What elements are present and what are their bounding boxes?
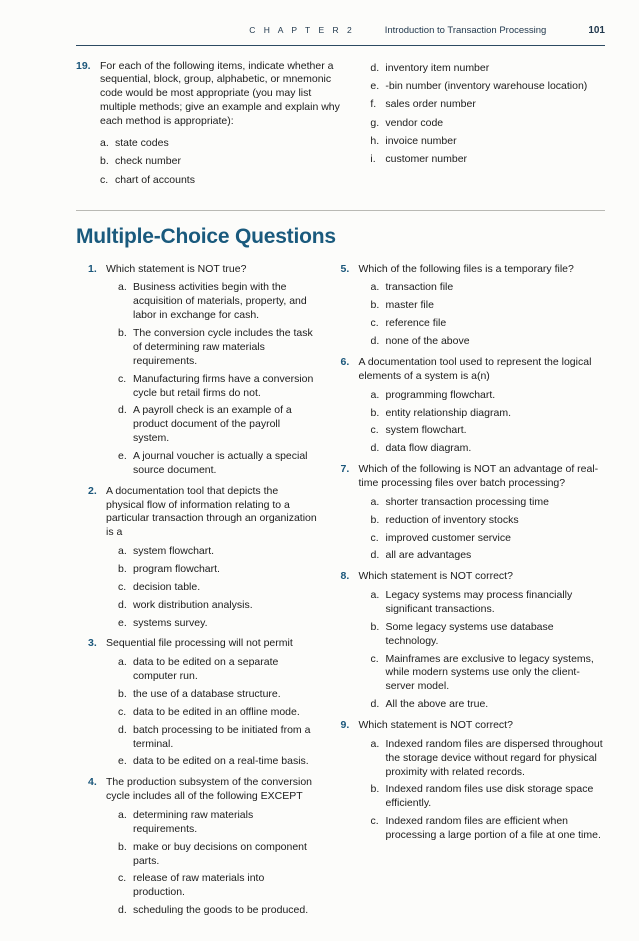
chapter-label: C H A P T E R 2 [249, 25, 355, 35]
question-text: A documentation tool used to represent the logical elements of a system is a(n) [358, 355, 592, 382]
option-letter: a. [118, 545, 127, 558]
option [371, 698, 604, 712]
option-text: entity relationship diagram. [385, 406, 511, 419]
option [371, 407, 604, 421]
option-letter: e. [118, 616, 127, 629]
option [371, 783, 604, 811]
question-7 [341, 463, 604, 563]
option-text: data to be edited on a real-time basis. [133, 755, 309, 768]
page-number: 101 [588, 25, 605, 36]
question-text: The production subsystem of the conversion cycle includes all of the following EXCEPT [106, 776, 313, 803]
option [371, 424, 604, 438]
option-text: improved customer service [385, 531, 511, 544]
option-letter: b. [118, 840, 127, 853]
option [118, 281, 319, 323]
question-2 [88, 485, 319, 631]
option-text: system flowchart. [133, 545, 215, 558]
option-text: systems survey. [133, 616, 208, 629]
option-list [118, 545, 319, 630]
option-list [370, 62, 605, 168]
option-list [371, 589, 604, 712]
option-text: vendor code [385, 116, 444, 129]
option-letter: d. [370, 698, 380, 711]
question-number: 4. [88, 776, 97, 789]
option-text: make or buy decisions on component parts. [133, 840, 307, 867]
question-19-left-column [76, 60, 356, 192]
option-text: system flowchart. [385, 424, 467, 437]
option [118, 563, 319, 577]
option [371, 514, 604, 528]
question-number: 1. [88, 262, 97, 275]
option [118, 724, 319, 752]
option-text: work distribution analysis. [133, 598, 253, 611]
option-letter: a. [370, 281, 380, 294]
option [371, 589, 604, 617]
option [371, 299, 604, 313]
option-letter: e. [118, 449, 127, 462]
option-letter: a. [118, 808, 127, 821]
option-text: transaction file [385, 281, 454, 294]
option-letter: c. [118, 372, 127, 385]
option [100, 174, 342, 188]
question-8 [341, 570, 604, 712]
option [118, 404, 319, 446]
option-text: data to be edited in an offline mode. [133, 705, 300, 718]
option-text: inventory item number [385, 61, 490, 74]
question-number: 9. [340, 718, 350, 731]
question-row [88, 485, 319, 540]
mc-left-column [76, 263, 341, 925]
option-letter: e. [370, 79, 380, 92]
option [118, 581, 319, 595]
option-letter: i. [370, 153, 376, 166]
question-number: 8. [340, 570, 350, 583]
section-divider [76, 210, 605, 211]
question-row [341, 719, 604, 733]
option-text: data flow diagram. [385, 442, 472, 455]
option [118, 688, 319, 702]
option-letter: b. [118, 327, 127, 340]
option-letter: a. [370, 737, 380, 750]
option-text: -bin number (inventory warehouse location) [385, 79, 588, 92]
question-number: 3. [88, 637, 97, 650]
option-letter: a. [370, 589, 380, 602]
option [370, 135, 605, 149]
option-letter: c. [100, 173, 109, 186]
option-text: reference file [385, 317, 447, 330]
option [118, 706, 319, 720]
option-letter: d. [370, 549, 380, 562]
option-letter: a. [118, 656, 127, 669]
question-row [341, 356, 604, 384]
option-letter: b. [118, 687, 127, 700]
option-letter: c. [118, 872, 127, 885]
question-19-right-column [356, 60, 605, 192]
option-list [371, 281, 604, 348]
option-letter: a. [370, 388, 380, 401]
option [100, 155, 342, 169]
option [371, 335, 604, 349]
mc-right-column [341, 263, 606, 925]
option [370, 153, 605, 167]
question-text: Which statement is NOT correct? [358, 718, 513, 731]
option [118, 809, 319, 837]
question-number: 7. [340, 463, 350, 476]
option-letter: c. [370, 815, 379, 828]
question-text: For each of the following items, indicate whether a sequential, block, group, alphabetic, or mnemonic code would be most appropriate (you may list multiple methods; give an example and explain why each method is appropriate): [100, 59, 340, 127]
option-letter: d. [118, 598, 127, 611]
option [118, 872, 319, 900]
multiple-choice-columns [76, 263, 605, 925]
option [118, 904, 319, 918]
option [371, 815, 604, 843]
option-letter: d. [370, 442, 380, 455]
option [118, 656, 319, 684]
option-text: Indexed random files use disk storage space efficiently. [385, 783, 594, 810]
question-5 [341, 263, 604, 349]
option-text: release of raw materials into production. [133, 872, 265, 899]
option-text: customer number [385, 153, 468, 166]
option-list [371, 496, 604, 563]
option-letter: c. [118, 580, 127, 593]
question-text: Which of the following is NOT an advantage of real-time processing files over batch processing? [358, 463, 599, 489]
question-9 [341, 719, 604, 843]
option-letter: g. [370, 116, 380, 129]
option-text: data to be edited on a separate computer run. [133, 656, 279, 683]
option-text: The conversion cycle includes the task of determining raw materials requirements. [133, 327, 313, 367]
option-text: state codes [115, 136, 169, 149]
option-text: decision table. [133, 580, 201, 593]
option-letter: f. [370, 98, 377, 111]
option-letter: d. [370, 61, 380, 74]
question-6 [341, 356, 604, 456]
option-letter: d. [118, 904, 127, 917]
option [370, 62, 605, 76]
option-letter: c. [370, 531, 379, 544]
option [371, 621, 604, 649]
running-header [76, 24, 605, 46]
option-text: reduction of inventory stocks [385, 513, 519, 526]
option-list [371, 389, 604, 456]
option-text: none of the above [385, 335, 470, 348]
option [371, 442, 604, 456]
option-letter: d. [118, 404, 127, 417]
option-letter: c. [118, 705, 127, 718]
option-letter: e. [118, 755, 127, 768]
option-text: all are advantages [385, 549, 472, 562]
option [370, 98, 605, 112]
option [371, 532, 604, 546]
question-row [88, 263, 319, 277]
option-letter: h. [370, 134, 380, 147]
option-text: Some legacy systems use database technology. [385, 620, 554, 647]
option-letter: b. [370, 620, 380, 633]
option [118, 545, 319, 559]
question-3 [88, 637, 319, 769]
option [371, 317, 604, 331]
option-text: Legacy systems may process financially significant transactions. [385, 589, 573, 615]
question-row [341, 263, 604, 277]
option [371, 496, 604, 510]
option [118, 599, 319, 613]
option-letter: d. [118, 723, 127, 736]
question-4 [88, 776, 319, 918]
option-text: shorter transaction processing time [385, 495, 549, 508]
option-text: invoice number [385, 134, 457, 147]
option-text: determining raw materials requirements. [133, 808, 254, 835]
option-list [118, 656, 319, 769]
option [118, 841, 319, 869]
option-letter: b. [370, 299, 380, 312]
option-letter: c. [370, 317, 379, 330]
question-row [341, 463, 604, 491]
option-letter: a. [100, 136, 109, 149]
option-text: program flowchart. [133, 562, 220, 575]
option-list [100, 137, 342, 188]
option-text: batch processing to be initiated from a terminal. [133, 723, 311, 750]
option-letter: c. [370, 424, 379, 437]
option [370, 117, 605, 131]
question-text: Which statement is NOT true? [106, 262, 247, 275]
option-letter: b. [370, 783, 380, 796]
question-number: 6. [340, 355, 350, 368]
option-text: All the above are true. [385, 698, 489, 711]
option [100, 137, 342, 151]
option [371, 389, 604, 403]
option-text: master file [385, 299, 434, 312]
question-text: A documentation tool that depicts the physical flow of information relating to a particular transaction through an organization is a [106, 484, 317, 539]
option-text: Business activities begin with the acquisition of materials, property, and labor in exchange for cash. [133, 281, 307, 322]
question-row [341, 570, 604, 584]
option [371, 549, 604, 563]
option [118, 450, 319, 478]
section-heading: Multiple-Choice Questions [76, 224, 336, 248]
option-letter: a. [370, 495, 380, 508]
option-letter: b. [370, 406, 380, 419]
question-text: Sequential file processing will not permit [106, 637, 293, 650]
question-row [76, 60, 342, 129]
option [118, 755, 319, 769]
question-row [88, 637, 319, 651]
option [371, 653, 604, 695]
option [371, 738, 604, 780]
option-text: Mainframes are exclusive to legacy systems, while modern systems use only the client-server model. [385, 652, 594, 693]
option [118, 373, 319, 401]
option [371, 281, 604, 295]
option-text: A payroll check is an example of a product document of the payroll system. [133, 404, 292, 445]
question-1 [88, 263, 319, 478]
option-letter: b. [118, 562, 127, 575]
question-number: 2. [88, 484, 97, 497]
option-letter: d. [370, 335, 380, 348]
option-text: the use of a database structure. [133, 687, 281, 700]
option-letter: b. [370, 513, 380, 526]
option-text: check number [115, 155, 181, 168]
option-letter: b. [100, 155, 109, 168]
option-text: Indexed random files are dispersed throughout the storage device without regard for physical proximity with related records. [385, 737, 603, 778]
option [118, 327, 319, 369]
question-19 [76, 60, 605, 192]
option-text: Manufacturing firms have a conversion cycle but retail firms do not. [133, 372, 314, 399]
option-text: programming flowchart. [385, 388, 496, 401]
option-list [118, 281, 319, 477]
option-list [118, 809, 319, 918]
option-text: A journal voucher is actually a special source document. [133, 449, 308, 476]
option-list [371, 738, 604, 843]
question-text: Which statement is NOT correct? [358, 570, 513, 583]
question-number: 5. [340, 262, 350, 275]
option [370, 80, 605, 94]
option-letter: c. [370, 652, 379, 665]
question-number: 19. [76, 59, 91, 72]
option-text: Indexed random files are efficient when processing a large portion of a file at one time. [385, 815, 601, 841]
option-text: sales order number [385, 98, 476, 111]
option [118, 617, 319, 631]
question-text: Which of the following files is a temporary file? [358, 262, 574, 275]
option-text: scheduling the goods to be produced. [133, 904, 309, 917]
option-text: chart of accounts [115, 173, 195, 186]
chapter-title: Introduction to Transaction Processing [384, 25, 547, 36]
option-letter: a. [118, 281, 127, 294]
